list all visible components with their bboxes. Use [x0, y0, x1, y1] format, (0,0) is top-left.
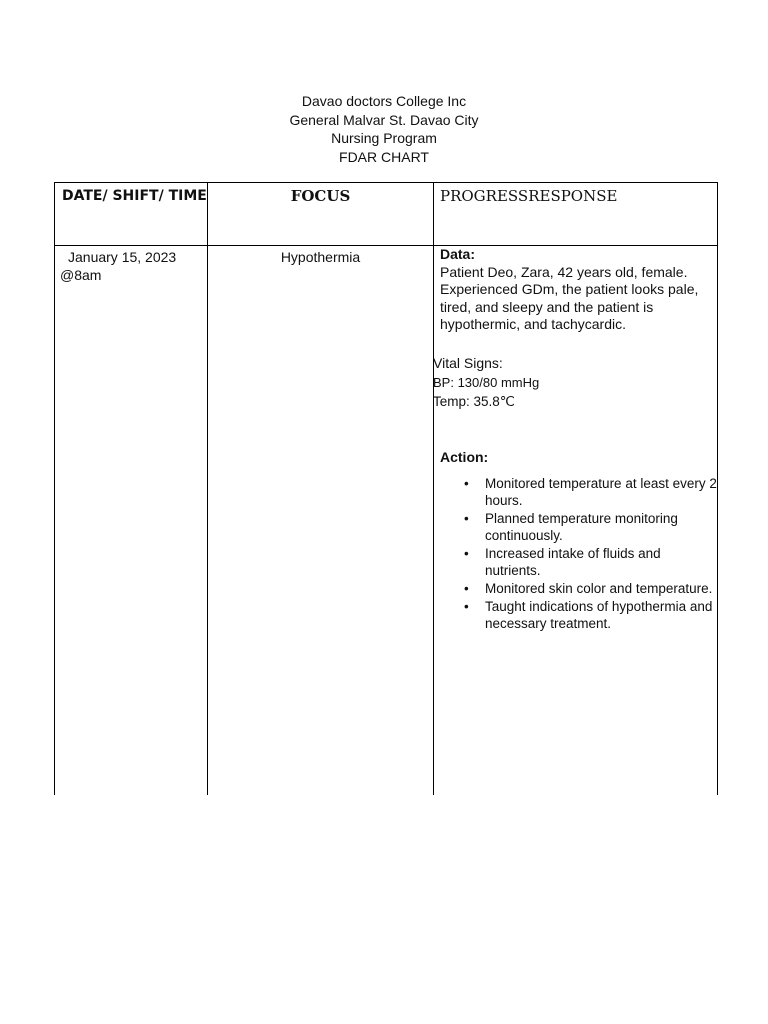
college-address: General Malvar St. Davao City [289, 111, 479, 128]
document-header [0, 92, 768, 166]
vital-signs-temp: Temp: 35.8℃ [433, 393, 515, 409]
date-value: January 15, 2023 [68, 249, 177, 265]
action-list [433, 475, 717, 632]
column-header-progress: PROGRESSRESPONSE [440, 187, 618, 205]
chart-title: FDAR CHART [339, 148, 429, 165]
list-item: • Monitored skin color and temperature. [485, 580, 717, 597]
table-border-left [54, 182, 55, 795]
focus-cell: Hypothermia [280, 249, 361, 265]
vital-signs-bp: BP: 130/80 mmHg [433, 374, 540, 390]
table-border-right [717, 182, 718, 795]
college-name: Davao doctors College Inc [301, 93, 467, 109]
action-label: Action: [440, 448, 489, 465]
table-border-top [54, 182, 718, 183]
progress-cell [433, 246, 717, 633]
vital-signs-title: Vital Signs: [433, 354, 503, 371]
list-item: • Taught indications of hypothermia and necessary treatment. [485, 598, 717, 632]
list-item: • Planned temperature monitoring continuously. [485, 510, 717, 544]
column-header-date: DATE/ SHIFT/ TIME [62, 188, 207, 204]
data-label: Data: [440, 246, 476, 262]
list-item: • Monitored temperature at least every 2 hours. [485, 475, 717, 509]
fdar-table [54, 182, 718, 795]
column-header-focus: FOCUS [290, 187, 351, 205]
time-value: @8am [60, 267, 102, 283]
column-divider-1 [207, 182, 208, 795]
list-item: • Increased intake of fluids and nutrients. [485, 545, 717, 579]
date-cell [60, 248, 176, 284]
vital-signs-block [433, 354, 717, 411]
data-text: Patient Deo, Zara, 42 years old, female. Experienced GDm, the patient looks pale, tired, and sleepy and the patient is hypothermic, and tachycardic. [440, 263, 699, 332]
program-name: Nursing Program [331, 130, 437, 146]
